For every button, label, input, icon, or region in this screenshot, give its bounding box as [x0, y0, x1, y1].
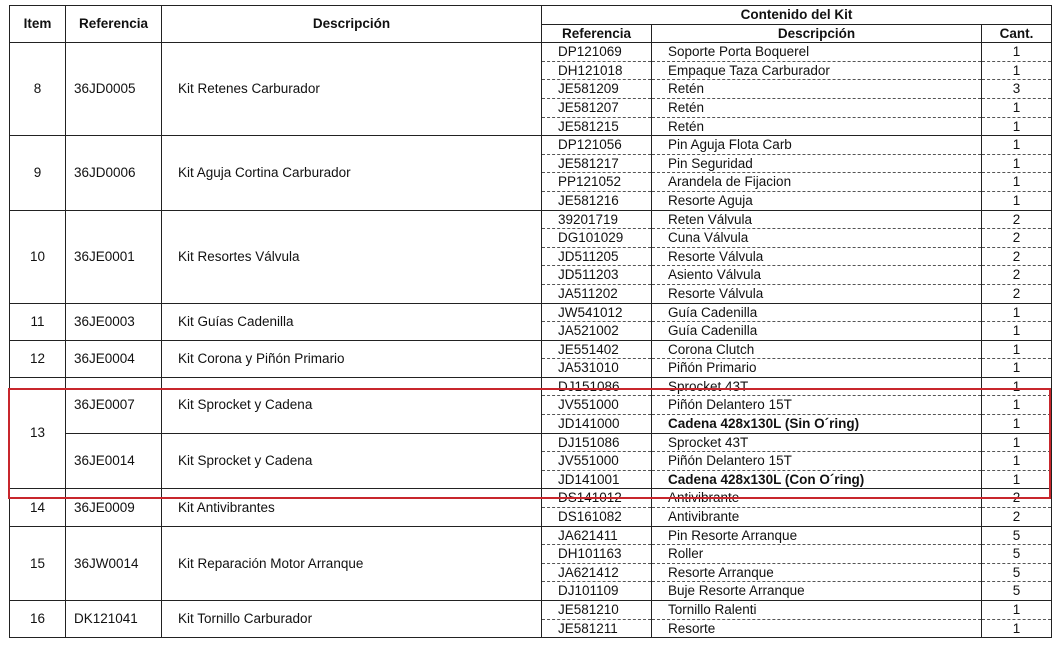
part-description: Resorte Válvula	[652, 284, 982, 303]
kit-description: Kit Sprocket y Cadena	[162, 433, 542, 489]
kit-description: Kit Reparación Motor Arranque	[162, 526, 542, 600]
part-description: Guía Cadenilla	[652, 303, 982, 322]
part-quantity: 1	[982, 98, 1052, 117]
part-quantity: 5	[982, 563, 1052, 582]
part-reference: JE581210	[542, 601, 652, 620]
part-quantity: 1	[982, 415, 1052, 434]
part-reference: JE581215	[542, 117, 652, 136]
table-row	[10, 210, 1052, 229]
part-description: Empaque Taza Carburador	[652, 61, 982, 80]
part-description: Piñón Primario	[652, 359, 982, 378]
part-reference: JD141000	[542, 415, 652, 434]
item-number: 11	[10, 303, 66, 340]
part-quantity: 1	[982, 191, 1052, 210]
item-number: 12	[10, 340, 66, 377]
part-quantity: 1	[982, 136, 1052, 155]
header-contenido-kit: Contenido del Kit	[542, 6, 1052, 25]
part-description: Cuna Válvula	[652, 229, 982, 248]
header-sub-referencia: Referencia	[542, 24, 652, 43]
part-quantity: 2	[982, 266, 1052, 285]
part-reference: DJ101109	[542, 582, 652, 601]
table-row	[10, 43, 1052, 62]
table-row	[10, 489, 1052, 508]
part-reference: DJ151086	[542, 433, 652, 452]
part-quantity: 3	[982, 80, 1052, 99]
item-number: 14	[10, 489, 66, 526]
part-reference: JA511202	[542, 284, 652, 303]
part-reference: JD511205	[542, 247, 652, 266]
part-quantity: 2	[982, 489, 1052, 508]
kit-reference: 36JE0009	[66, 489, 162, 526]
item-number: 10	[10, 210, 66, 303]
part-reference: JD141001	[542, 470, 652, 489]
part-quantity: 1	[982, 433, 1052, 452]
part-reference: DH121018	[542, 61, 652, 80]
part-description: Sprocket 43T	[652, 377, 982, 396]
table-row	[10, 377, 1052, 396]
item-number: 15	[10, 526, 66, 600]
part-description: Antivibrante	[652, 489, 982, 508]
kit-description: Kit Antivibrantes	[162, 489, 542, 526]
part-description: Buje Resorte Arranque	[652, 582, 982, 601]
part-reference: DH101163	[542, 545, 652, 564]
part-quantity: 1	[982, 396, 1052, 415]
part-reference: JA621411	[542, 526, 652, 545]
part-description: Pin Resorte Arranque	[652, 526, 982, 545]
part-quantity: 5	[982, 582, 1052, 601]
table-row	[10, 601, 1052, 620]
part-description: Reten Válvula	[652, 210, 982, 229]
kit-reference: 36JE0001	[66, 210, 162, 303]
part-description: Arandela de Fijacion	[652, 173, 982, 192]
part-description: Retén	[652, 98, 982, 117]
part-quantity: 1	[982, 61, 1052, 80]
item-number: 13	[10, 377, 66, 489]
part-reference: JA621412	[542, 563, 652, 582]
part-reference: JW541012	[542, 303, 652, 322]
part-quantity: 1	[982, 601, 1052, 620]
part-description: Guía Cadenilla	[652, 322, 982, 341]
part-quantity: 1	[982, 359, 1052, 378]
part-description: Sprocket 43T	[652, 433, 982, 452]
table-row	[10, 433, 1052, 452]
kit-description: Kit Sprocket y Cadena	[162, 377, 542, 433]
part-quantity: 1	[982, 173, 1052, 192]
part-quantity: 2	[982, 247, 1052, 266]
table-row	[10, 340, 1052, 359]
table-row	[10, 303, 1052, 322]
part-description: Resorte Aguja	[652, 191, 982, 210]
part-description: Tornillo Ralenti	[652, 601, 982, 620]
kit-reference: 36JD0006	[66, 136, 162, 210]
kit-description: Kit Tornillo Carburador	[162, 601, 542, 638]
header-descripcion: Descripción	[162, 6, 542, 43]
part-reference: JD511203	[542, 266, 652, 285]
part-quantity: 1	[982, 377, 1052, 396]
part-reference: JA521002	[542, 322, 652, 341]
part-description: Piñón Delantero 15T	[652, 452, 982, 471]
part-description: Resorte Arranque	[652, 563, 982, 582]
kit-reference: 36JD0005	[66, 43, 162, 136]
part-reference: DJ151086	[542, 377, 652, 396]
kit-reference: DK121041	[66, 601, 162, 638]
part-description: Corona Clutch	[652, 340, 982, 359]
part-description: Roller	[652, 545, 982, 564]
part-reference: PP121052	[542, 173, 652, 192]
item-number: 8	[10, 43, 66, 136]
part-quantity: 1	[982, 470, 1052, 489]
kit-table-body	[10, 43, 1052, 638]
part-reference: DP121069	[542, 43, 652, 62]
part-description: Soporte Porta Boquerel	[652, 43, 982, 62]
item-number: 9	[10, 136, 66, 210]
part-description: Pin Seguridad	[652, 154, 982, 173]
part-reference: DS161082	[542, 508, 652, 527]
kit-description: Kit Corona y Piñón Primario	[162, 340, 542, 377]
part-description: Asiento Válvula	[652, 266, 982, 285]
kit-reference: 36JE0007	[66, 377, 162, 433]
part-reference: JE581207	[542, 98, 652, 117]
part-reference: JE581211	[542, 619, 652, 638]
part-reference: DP121056	[542, 136, 652, 155]
kit-description: Kit Guías Cadenilla	[162, 303, 542, 340]
part-reference: JE581216	[542, 191, 652, 210]
header-sub-descripcion: Descripción	[652, 24, 982, 43]
part-reference: JE581209	[542, 80, 652, 99]
item-number: 16	[10, 601, 66, 638]
part-quantity: 1	[982, 322, 1052, 341]
part-description: Retén	[652, 80, 982, 99]
part-description: Antivibrante	[652, 508, 982, 527]
part-quantity: 1	[982, 452, 1052, 471]
table-row	[10, 136, 1052, 155]
part-description: Pin Aguja Flota Carb	[652, 136, 982, 155]
kit-reference: 36JE0004	[66, 340, 162, 377]
header-sub-cant: Cant.	[982, 24, 1052, 43]
part-quantity: 2	[982, 229, 1052, 248]
part-reference: 39201719	[542, 210, 652, 229]
part-description: Piñón Delantero 15T	[652, 396, 982, 415]
part-quantity: 2	[982, 210, 1052, 229]
part-quantity: 5	[982, 545, 1052, 564]
part-reference: JA531010	[542, 359, 652, 378]
part-quantity: 1	[982, 117, 1052, 136]
part-description: Retén	[652, 117, 982, 136]
kit-table	[9, 5, 1052, 638]
part-quantity: 2	[982, 508, 1052, 527]
part-description: Cadena 428x130L (Con O´ring)	[652, 470, 982, 489]
part-quantity: 1	[982, 43, 1052, 62]
part-description: Resorte	[652, 619, 982, 638]
part-description: Cadena 428x130L (Sin O´ring)	[652, 415, 982, 434]
part-reference: JV551000	[542, 396, 652, 415]
kit-reference: 36JW0014	[66, 526, 162, 600]
part-quantity: 1	[982, 154, 1052, 173]
kit-description: Kit Resortes Válvula	[162, 210, 542, 303]
header-item: Item	[10, 6, 66, 43]
kit-reference: 36JE0014	[66, 433, 162, 489]
header-referencia: Referencia	[66, 6, 162, 43]
kit-description: Kit Retenes Carburador	[162, 43, 542, 136]
part-quantity: 2	[982, 284, 1052, 303]
part-reference: JV551000	[542, 452, 652, 471]
part-reference: JE581217	[542, 154, 652, 173]
part-description: Resorte Válvula	[652, 247, 982, 266]
kit-reference: 36JE0003	[66, 303, 162, 340]
kit-description: Kit Aguja Cortina Carburador	[162, 136, 542, 210]
part-quantity: 1	[982, 619, 1052, 638]
part-quantity: 1	[982, 340, 1052, 359]
part-reference: DG101029	[542, 229, 652, 248]
part-reference: JE551402	[542, 340, 652, 359]
part-quantity: 5	[982, 526, 1052, 545]
part-reference: DS141012	[542, 489, 652, 508]
part-quantity: 1	[982, 303, 1052, 322]
table-row	[10, 526, 1052, 545]
